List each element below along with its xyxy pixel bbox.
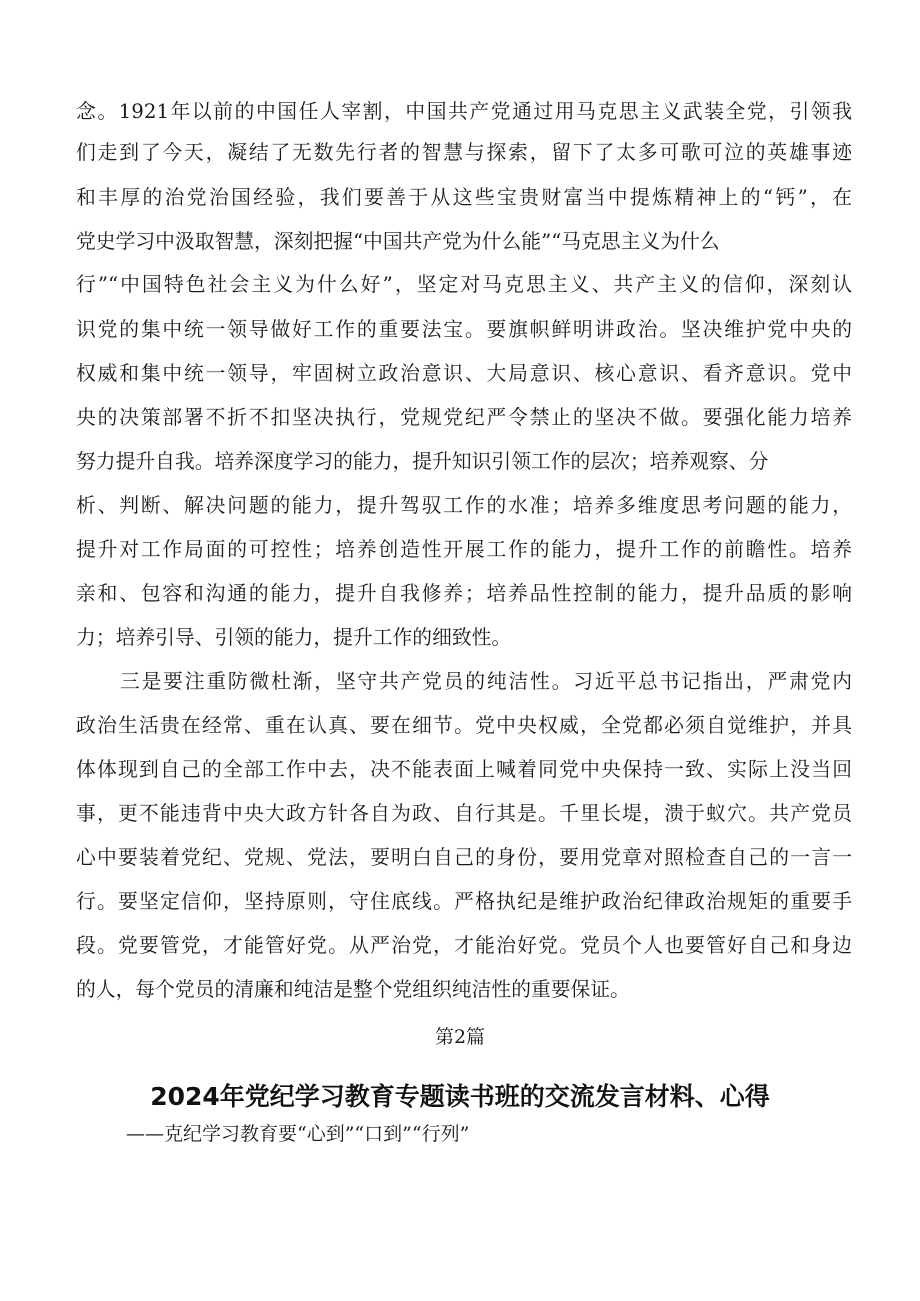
paragraph-line: 体体现到自己的全部工作中去，决不能表面上喊着同党中央保持一致、实际上没当回: [76, 758, 852, 781]
paragraph-line: 和丰厚的治党治国经验，我们要善于从这些宝贵财富当中提炼精神上的“钙”，在: [76, 186, 852, 209]
paragraph-line: 党史学习中汲取智慧，深刻把握“中国共产党为什么能”“马克思主义为什么: [76, 230, 720, 253]
paragraph-line: 心中要装着党纪、党规、党法，要明白自己的身份，要用党章对照检查自己的一言一: [76, 846, 852, 869]
paragraph-line: 努力提升自我。培养深度学习的能力，提升知识引领工作的层次；培养观察、分: [76, 450, 769, 473]
paragraph-line: 念。1921年以前的中国任人宰割，中国共产党通过用马克思主义武装全党，引领我: [76, 100, 852, 123]
paragraph-line: 们走到了今天，凝结了无数先行者的智慧与探索，留下了太多可歌可泣的英雄事迹: [76, 141, 852, 164]
paragraph-line: 提升对工作局面的可控性；培养创造性开展工作的能力，提升工作的前瞻性。培养: [76, 538, 852, 561]
paragraph-line: 段。党要管党，才能管好党。从严治党，才能治好党。党员个人也要管好自己和身边: [76, 934, 852, 957]
paragraph-line: 央的决策部署不折不扣坚决执行，党规党纪严令禁止的坚决不做。要强化能力培养: [76, 406, 852, 429]
document-title: 2024年党纪学习教育专题读书班的交流发言材料、心得: [150, 1082, 770, 1111]
paragraph-line: 析、判断、解决问题的能力，提升驾驭工作的水准；培养多维度思考问题的能力，: [76, 494, 852, 517]
paragraph-line: 力；培养引导、引领的能力，提升工作的细致性。: [76, 626, 512, 649]
paragraph-line: 政治生活贵在经常、重在认真、要在细节。党中央权威，全党都必须自觉维护，并具: [76, 714, 852, 737]
section-label: 第2篇: [434, 1026, 486, 1048]
paragraph-line: 权威和集中统一领导，牢固树立政治意识、大局意识、核心意识、看齐意识。党中: [76, 362, 852, 385]
document-subtitle: ——克纪学习教育要“心到”“口到”“行列”: [126, 1123, 470, 1145]
paragraph-line: 的人，每个党员的清廉和纯洁是整个党组织纯洁性的重要保证。: [76, 978, 630, 1001]
paragraph-line: 识党的集中统一领导做好工作的重要法宝。要旗帜鲜明讲政治。坚决维护党中央的: [76, 318, 852, 341]
paragraph-line: 三是要注重防微杜渐，坚守共产党员的纯洁性。习近平总书记指出，严肃党内: [120, 670, 852, 693]
paragraph-line: 事，更不能违背中央大政方针各自为政、自行其是。千里长堤，溃于蚁穴。共产党员: [76, 802, 852, 825]
paragraph-line: 行”“中国特色社会主义为什么好”，坚定对马克思主义、共产主义的信仰，深刻认: [76, 273, 852, 296]
paragraph-line: 亲和、包容和沟通的能力，提升自我修养；培养品性控制的能力，提升品质的影响: [76, 582, 852, 605]
paragraph-line: 行。要坚定信仰，坚持原则，守住底线。严格执纪是维护政治纪律政治规矩的重要手: [76, 890, 852, 913]
